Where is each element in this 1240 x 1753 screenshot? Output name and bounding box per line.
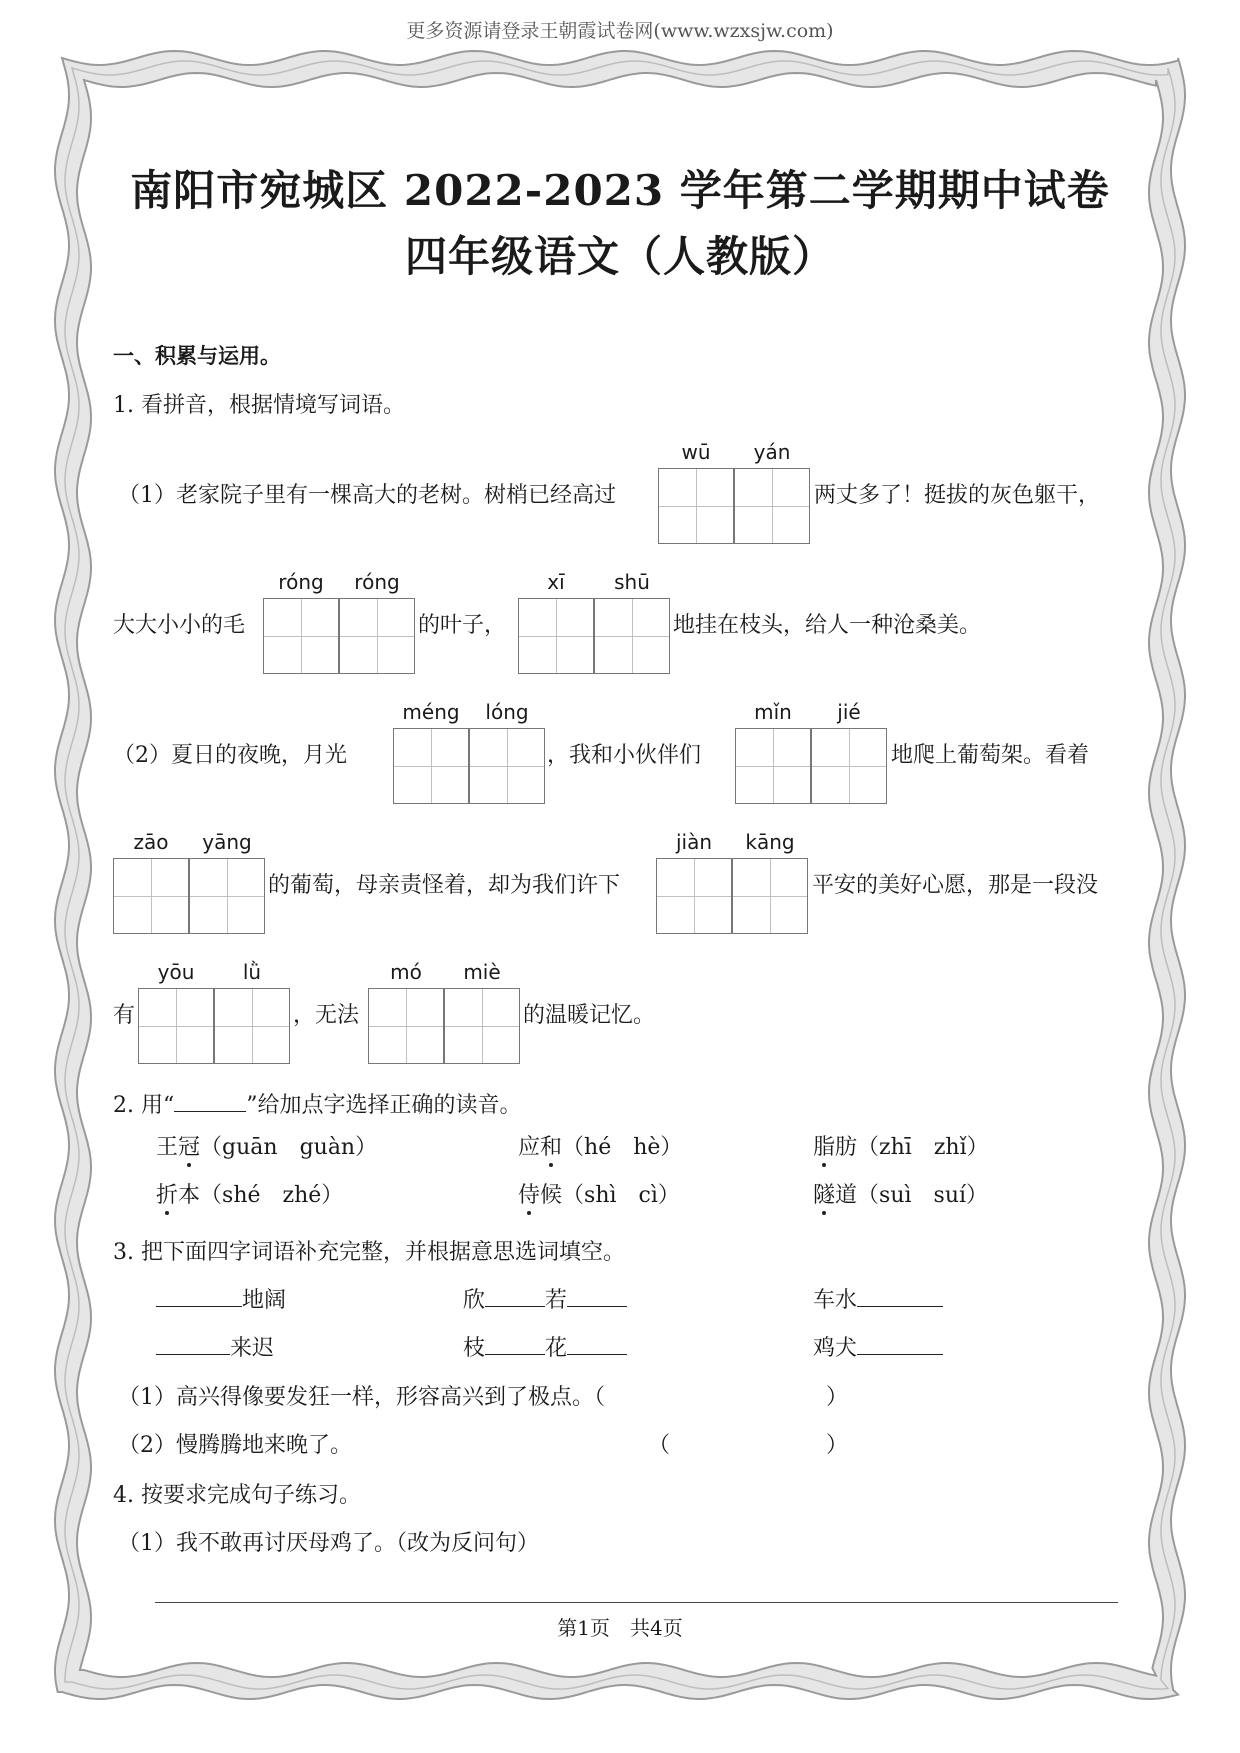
pronunciation-item: 王冠（guān guàn）	[156, 1130, 377, 1161]
tianzige-box[interactable]	[735, 728, 811, 804]
idiom-fill[interactable]: 地阔	[156, 1283, 286, 1314]
exam-subtitle: 四年级语文（人教版）	[404, 232, 835, 281]
dotted-char: 冠	[178, 1130, 200, 1161]
page-footer: 第1页 共4页	[557, 1616, 683, 1640]
answer-blank	[485, 1286, 545, 1307]
tianzige-box[interactable]	[189, 858, 265, 934]
tianzige-box[interactable]	[444, 988, 520, 1064]
tianzige-box[interactable]	[469, 728, 545, 804]
idiom-fill[interactable]: 枝 花	[463, 1331, 627, 1362]
q3-sub1: （1）高兴得像要发狂一样，形容高兴到了极点。（	[118, 1385, 605, 1410]
q1-text: 地挂在枝头，给人一种沧桑美。	[673, 613, 982, 638]
pinyin-label: róng	[278, 570, 324, 594]
q4-prompt: 4. 按要求完成句子练习。	[113, 1483, 361, 1508]
pronunciation-item: 折本（shé zhé）	[156, 1178, 343, 1209]
tianzige-box[interactable]	[393, 728, 469, 804]
pronunciation-item: 应和（hé hè）	[518, 1130, 682, 1161]
q1-text: 有	[113, 1003, 136, 1028]
pinyin-label: yán	[753, 440, 791, 464]
tianzige-box[interactable]	[732, 858, 808, 934]
q4-sub1: （1）我不敢再讨厌母鸡了。（改为反问句）	[118, 1531, 539, 1556]
q2-prompt-end: ”给加点字选择正确的读音。	[246, 1093, 522, 1118]
answer-blank	[857, 1286, 943, 1307]
pinyin-label: lǜ	[242, 960, 262, 984]
q1-text: 大大小小的毛	[113, 613, 246, 638]
q3-prompt: 3. 把下面四字词语补充完整，并根据意思选词填空。	[113, 1240, 625, 1265]
pinyin-label: zāo	[133, 830, 169, 854]
answer-blank	[156, 1334, 230, 1355]
q1-text: 平安的美好心愿，那是一段没	[812, 873, 1099, 898]
q1-prompt: 1. 看拼音，根据情境写词语。	[113, 393, 405, 418]
tianzige-box[interactable]	[113, 858, 189, 934]
open-paren: （	[648, 1433, 671, 1458]
section-heading: 一、积累与运用。	[113, 343, 281, 368]
pronunciation-item: 隧道（suì suí）	[813, 1178, 988, 1209]
answer-blank	[567, 1286, 627, 1307]
idiom-fill[interactable]: 来迟	[156, 1331, 274, 1362]
pinyin-label: shū	[614, 570, 650, 594]
header-note: 更多资源请登录王朝霞试卷网(www.wzxsjw.com)	[406, 20, 834, 42]
pinyin-label: lóng	[485, 700, 529, 724]
idiom-fill[interactable]: 鸡犬	[813, 1331, 943, 1362]
answer-blank	[857, 1334, 943, 1355]
q1-text: 的叶子，	[418, 613, 507, 638]
q1-text: 两丈多了！挺拔的灰色躯干，	[814, 483, 1101, 508]
answer-blank	[567, 1334, 627, 1355]
q1-text: 的葡萄，母亲责怪着，却为我们许下	[268, 873, 621, 898]
pinyin-label: wū	[681, 440, 711, 464]
tianzige-box[interactable]	[658, 468, 734, 544]
pronunciation-item: 脂肪（zhī zhǐ）	[813, 1130, 989, 1161]
q1-text: （2）夏日的夜晚，月光	[113, 743, 347, 768]
q3-sub2: （2）慢腾腾地来晚了。	[118, 1433, 352, 1458]
pronunciation-item: 侍候（shì cì）	[518, 1178, 680, 1209]
pinyin-label: jié	[837, 700, 861, 724]
tianzige-box[interactable]	[214, 988, 290, 1064]
dotted-char: 和	[540, 1130, 562, 1161]
pinyin-label: jiàn	[675, 830, 713, 854]
exam-title: 南阳市宛城区 2022-2023 学年第二学期期中试卷	[130, 166, 1110, 215]
tianzige-box[interactable]	[811, 728, 887, 804]
q2-prompt-start: 2. 用“	[113, 1093, 175, 1118]
tianzige-box[interactable]	[518, 598, 594, 674]
idiom-fill[interactable]: 欣 若	[463, 1283, 627, 1314]
tianzige-box[interactable]	[656, 858, 732, 934]
q2-prompt	[113, 1088, 521, 1119]
answer-blank	[485, 1334, 545, 1355]
tianzige-box[interactable]	[138, 988, 214, 1064]
pinyin-label: róng	[354, 570, 400, 594]
q1-text: ，无法	[293, 1003, 360, 1028]
dotted-char: 脂	[813, 1130, 835, 1161]
answer-blank	[174, 1091, 246, 1112]
dotted-char: 隧	[813, 1178, 835, 1209]
pinyin-label: kāng	[745, 830, 795, 854]
pinyin-label: yōu	[157, 960, 195, 984]
tianzige-box[interactable]	[263, 598, 339, 674]
tianzige-box[interactable]	[339, 598, 415, 674]
idiom-fill[interactable]: 车水	[813, 1283, 943, 1314]
dotted-char: 折	[156, 1178, 178, 1209]
tianzige-box[interactable]	[594, 598, 670, 674]
q1-text: 的温暖记忆。	[523, 1003, 656, 1028]
q1-text: ，我和小伙伴们	[547, 743, 702, 768]
close-paren: ）	[826, 1385, 849, 1410]
answer-blank	[156, 1286, 242, 1307]
pinyin-label: mó	[390, 960, 422, 984]
pinyin-label: xī	[547, 570, 565, 594]
pinyin-label: mǐn	[754, 700, 792, 724]
pinyin-label: miè	[463, 960, 501, 984]
tianzige-box[interactable]	[368, 988, 444, 1064]
dotted-char: 侍	[518, 1178, 540, 1209]
tianzige-box[interactable]	[734, 468, 810, 544]
q1-text: （1）老家院子里有一棵高大的老树。树梢已经高过	[118, 483, 616, 508]
pinyin-label: méng	[402, 700, 460, 724]
pinyin-label: yāng	[202, 830, 252, 854]
close-paren: ）	[826, 1433, 849, 1458]
q1-text: 地爬上葡萄架。看着	[891, 743, 1090, 768]
answer-line[interactable]	[155, 1602, 1118, 1603]
